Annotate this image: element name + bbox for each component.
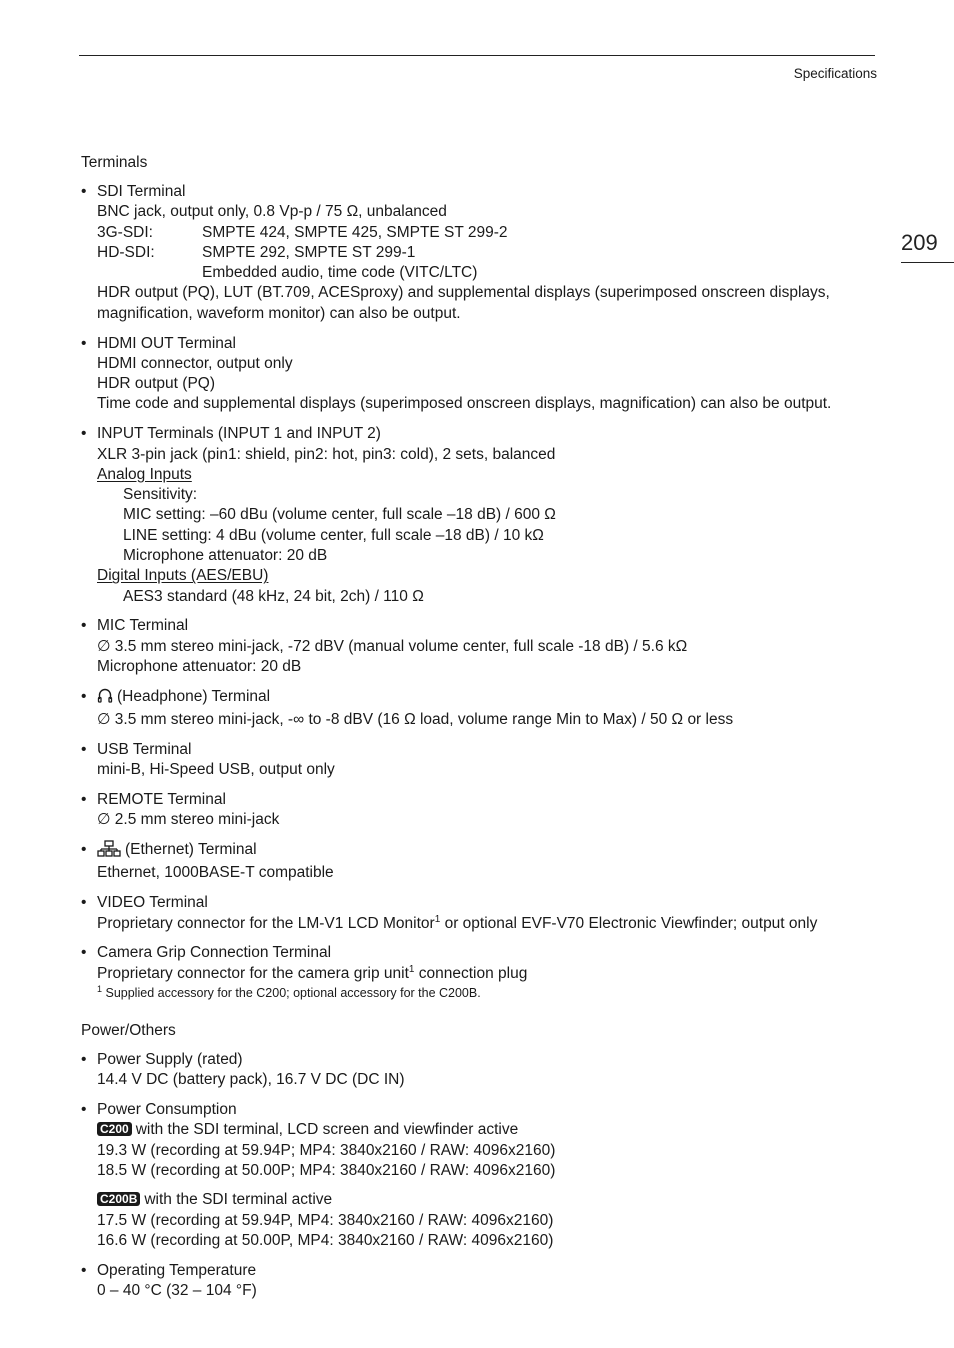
spec-row: Embedded audio, time code (VITC/LTC) xyxy=(202,264,478,282)
item-text: ∅ 3.5 mm stereo mini-jack, -72 dBV (manual volume center, full scale -18 dB) / 5.6 kΩ xyxy=(97,637,688,655)
footnote-ref: 1 xyxy=(408,963,415,975)
item-text: magnification, waveform monitor) can also be output. xyxy=(97,304,461,322)
footnote-ref: 1 xyxy=(434,913,441,925)
spec-row: HD-SDI: SMPTE 292, SMPTE ST 299-1 xyxy=(97,243,416,261)
bullet: • xyxy=(81,1261,87,1279)
running-header: Specifications xyxy=(793,66,877,81)
spec-item-ethernet xyxy=(81,840,881,884)
terminals-list xyxy=(81,182,881,1010)
spec-item-power-supply xyxy=(81,1050,881,1091)
spec-item-input xyxy=(81,424,881,607)
item-title: Operating Temperature xyxy=(97,1261,257,1279)
item-text: Sensitivity: xyxy=(123,486,198,504)
item-text: HDR output (PQ) xyxy=(97,375,216,393)
item-text: BNC jack, output only, 0.8 Vp-p / 75 Ω, unbalanced xyxy=(97,203,447,221)
item-text: 17.5 W (recording at 59.94P, MP4: 3840x2160 / RAW: 4096x2160) xyxy=(97,1211,554,1229)
bullet: • xyxy=(81,687,87,705)
item-text: ∅ 3.5 mm stereo mini-jack, -∞ to -8 dBV (16 Ω load, volume range Min to Max) / 50 Ω or less xyxy=(97,711,734,729)
spec-item-remote xyxy=(81,790,881,831)
item-text: 16.6 W (recording at 50.00P, MP4: 3840x2160 / RAW: 4096x2160) xyxy=(97,1231,554,1249)
footnote: $^1$ Supplied accessory for the C200; optional accessory for the C200B. xyxy=(97,983,481,1000)
item-title: REMOTE Terminal xyxy=(97,791,226,809)
item-text: AES3 standard (48 kHz, 24 bit, 2ch) / 110 Ω xyxy=(123,587,424,605)
headphone-icon xyxy=(97,687,113,710)
power-list xyxy=(81,1050,881,1311)
item-text: 14.4 V DC (battery pack), 16.7 V DC (DC IN) xyxy=(97,1071,405,1089)
top-rule xyxy=(79,55,875,56)
item-title: Power Supply (rated) xyxy=(97,1051,243,1068)
item-text: ∅ 2.5 mm stereo mini-jack xyxy=(97,811,280,829)
bullet: • xyxy=(81,740,87,758)
bullet: • xyxy=(81,1101,87,1119)
ethernet-icon xyxy=(97,840,121,863)
item-title: Camera Grip Connection Terminal xyxy=(97,944,332,962)
section-heading-power: Power/Others xyxy=(81,1022,176,1039)
item-text: mini-B, Hi-Speed USB, output only xyxy=(97,761,335,779)
item-text: LINE setting: 4 dBu (volume center, full scale –18 dB) / 10 kΩ xyxy=(123,526,544,544)
bullet: • xyxy=(81,791,87,809)
analog-inputs-subheading: Analog Inputs xyxy=(97,465,192,483)
item-title: Power Consumption xyxy=(97,1101,237,1119)
item-title: USB Terminal xyxy=(97,740,192,758)
item-text: 0 – 40 °C (32 – 104 °F) xyxy=(97,1281,257,1299)
page-number-rule xyxy=(901,262,954,263)
spec-item-operating-temperature xyxy=(81,1261,881,1302)
spec-item-mic xyxy=(81,616,881,677)
bullet: • xyxy=(81,841,87,859)
item-title: HDMI OUT Terminal xyxy=(97,334,236,352)
item-title: VIDEO Terminal xyxy=(97,894,208,912)
item-text: 18.5 W (recording at 50.00P; MP4: 3840x2160 / RAW: 4096x2160) xyxy=(97,1161,556,1179)
section-heading-terminals: Terminals xyxy=(81,154,148,171)
spec-item-grip: • Camera Grip Connection Terminal Proprietary connector for the camera grip unit$^1$ connection plug $^1$ Supplied accessory for the C200; optional accessory for the C200B. xyxy=(81,943,881,1001)
item-title: (Ethernet) Terminal xyxy=(125,841,257,859)
item-title: MIC Terminal xyxy=(97,617,189,635)
item-text: Microphone attenuator: 20 dB xyxy=(97,658,302,676)
spec-item-power-consumption: • Power Consumption C200 with the SDI terminal, LCD screen and viewfinder active 19.3 W (recording at 59.94P; MP4: 3840x2160 / RAW: 4096x2160) 18.5 W (recording at 50.00P; MP4: 3840x2160 / RAW: 4096x2160) C200B with the SDI terminal active 17.5 W (recording at 59.94P, MP4: 3840x2160 / RAW: 4096x2160) 16.6 W (recording at 50.00P, MP4: 3840x2160 / RAW: 4096x2160) xyxy=(81,1100,881,1251)
spec-item-video: • VIDEO Terminal Proprietary connector for the LM-V1 LCD Monitor$^1$ or optional EVF-V70 Electronic Viewfinder; output only xyxy=(81,893,881,934)
page-number: 209 xyxy=(901,230,938,255)
bullet: • xyxy=(81,617,87,635)
model-badge-c200: C200 xyxy=(97,1122,132,1136)
spec-item-sdi xyxy=(81,182,881,324)
digital-inputs-subheading: Digital Inputs (AES/EBU) xyxy=(97,567,269,585)
spec-item-hdmi xyxy=(81,334,881,415)
item-text: Microphone attenuator: 20 dB xyxy=(123,547,328,565)
bullet: • xyxy=(81,425,87,443)
item-text: MIC setting: –60 dBu (volume center, full scale –18 dB) / 600 Ω xyxy=(123,506,556,524)
bullet: • xyxy=(81,183,87,200)
spec-row: 3G-SDI: SMPTE 424, SMPTE 425, SMPTE ST 299-2 xyxy=(97,223,508,241)
item-text: Time code and supplemental displays (superimposed onscreen displays, magnification) can also be output. xyxy=(97,395,832,413)
model-badge-c200b: C200B xyxy=(97,1192,140,1206)
bullet: • xyxy=(81,334,87,352)
item-text: Ethernet, 1000BASE-T compatible xyxy=(97,864,334,882)
spec-item-headphone xyxy=(81,687,881,731)
bullet: • xyxy=(81,1051,87,1068)
item-text: 19.3 W (recording at 59.94P; MP4: 3840x2160 / RAW: 4096x2160) xyxy=(97,1141,556,1159)
bullet: • xyxy=(81,944,87,962)
item-text: HDMI connector, output only xyxy=(97,354,293,372)
item-title: SDI Terminal xyxy=(97,183,186,200)
item-text: XLR 3-pin jack (pin1: shield, pin2: hot, pin3: cold), 2 sets, balanced xyxy=(97,445,556,463)
item-text: HDR output (PQ), LUT (BT.709, ACESproxy) and supplemental displays (superimposed onscreen displays, xyxy=(97,284,830,302)
item-title: (Headphone) Terminal xyxy=(117,687,271,705)
bullet: • xyxy=(81,894,87,912)
item-title: INPUT Terminals (INPUT 1 and INPUT 2) xyxy=(97,425,381,443)
spec-item-usb xyxy=(81,740,881,781)
